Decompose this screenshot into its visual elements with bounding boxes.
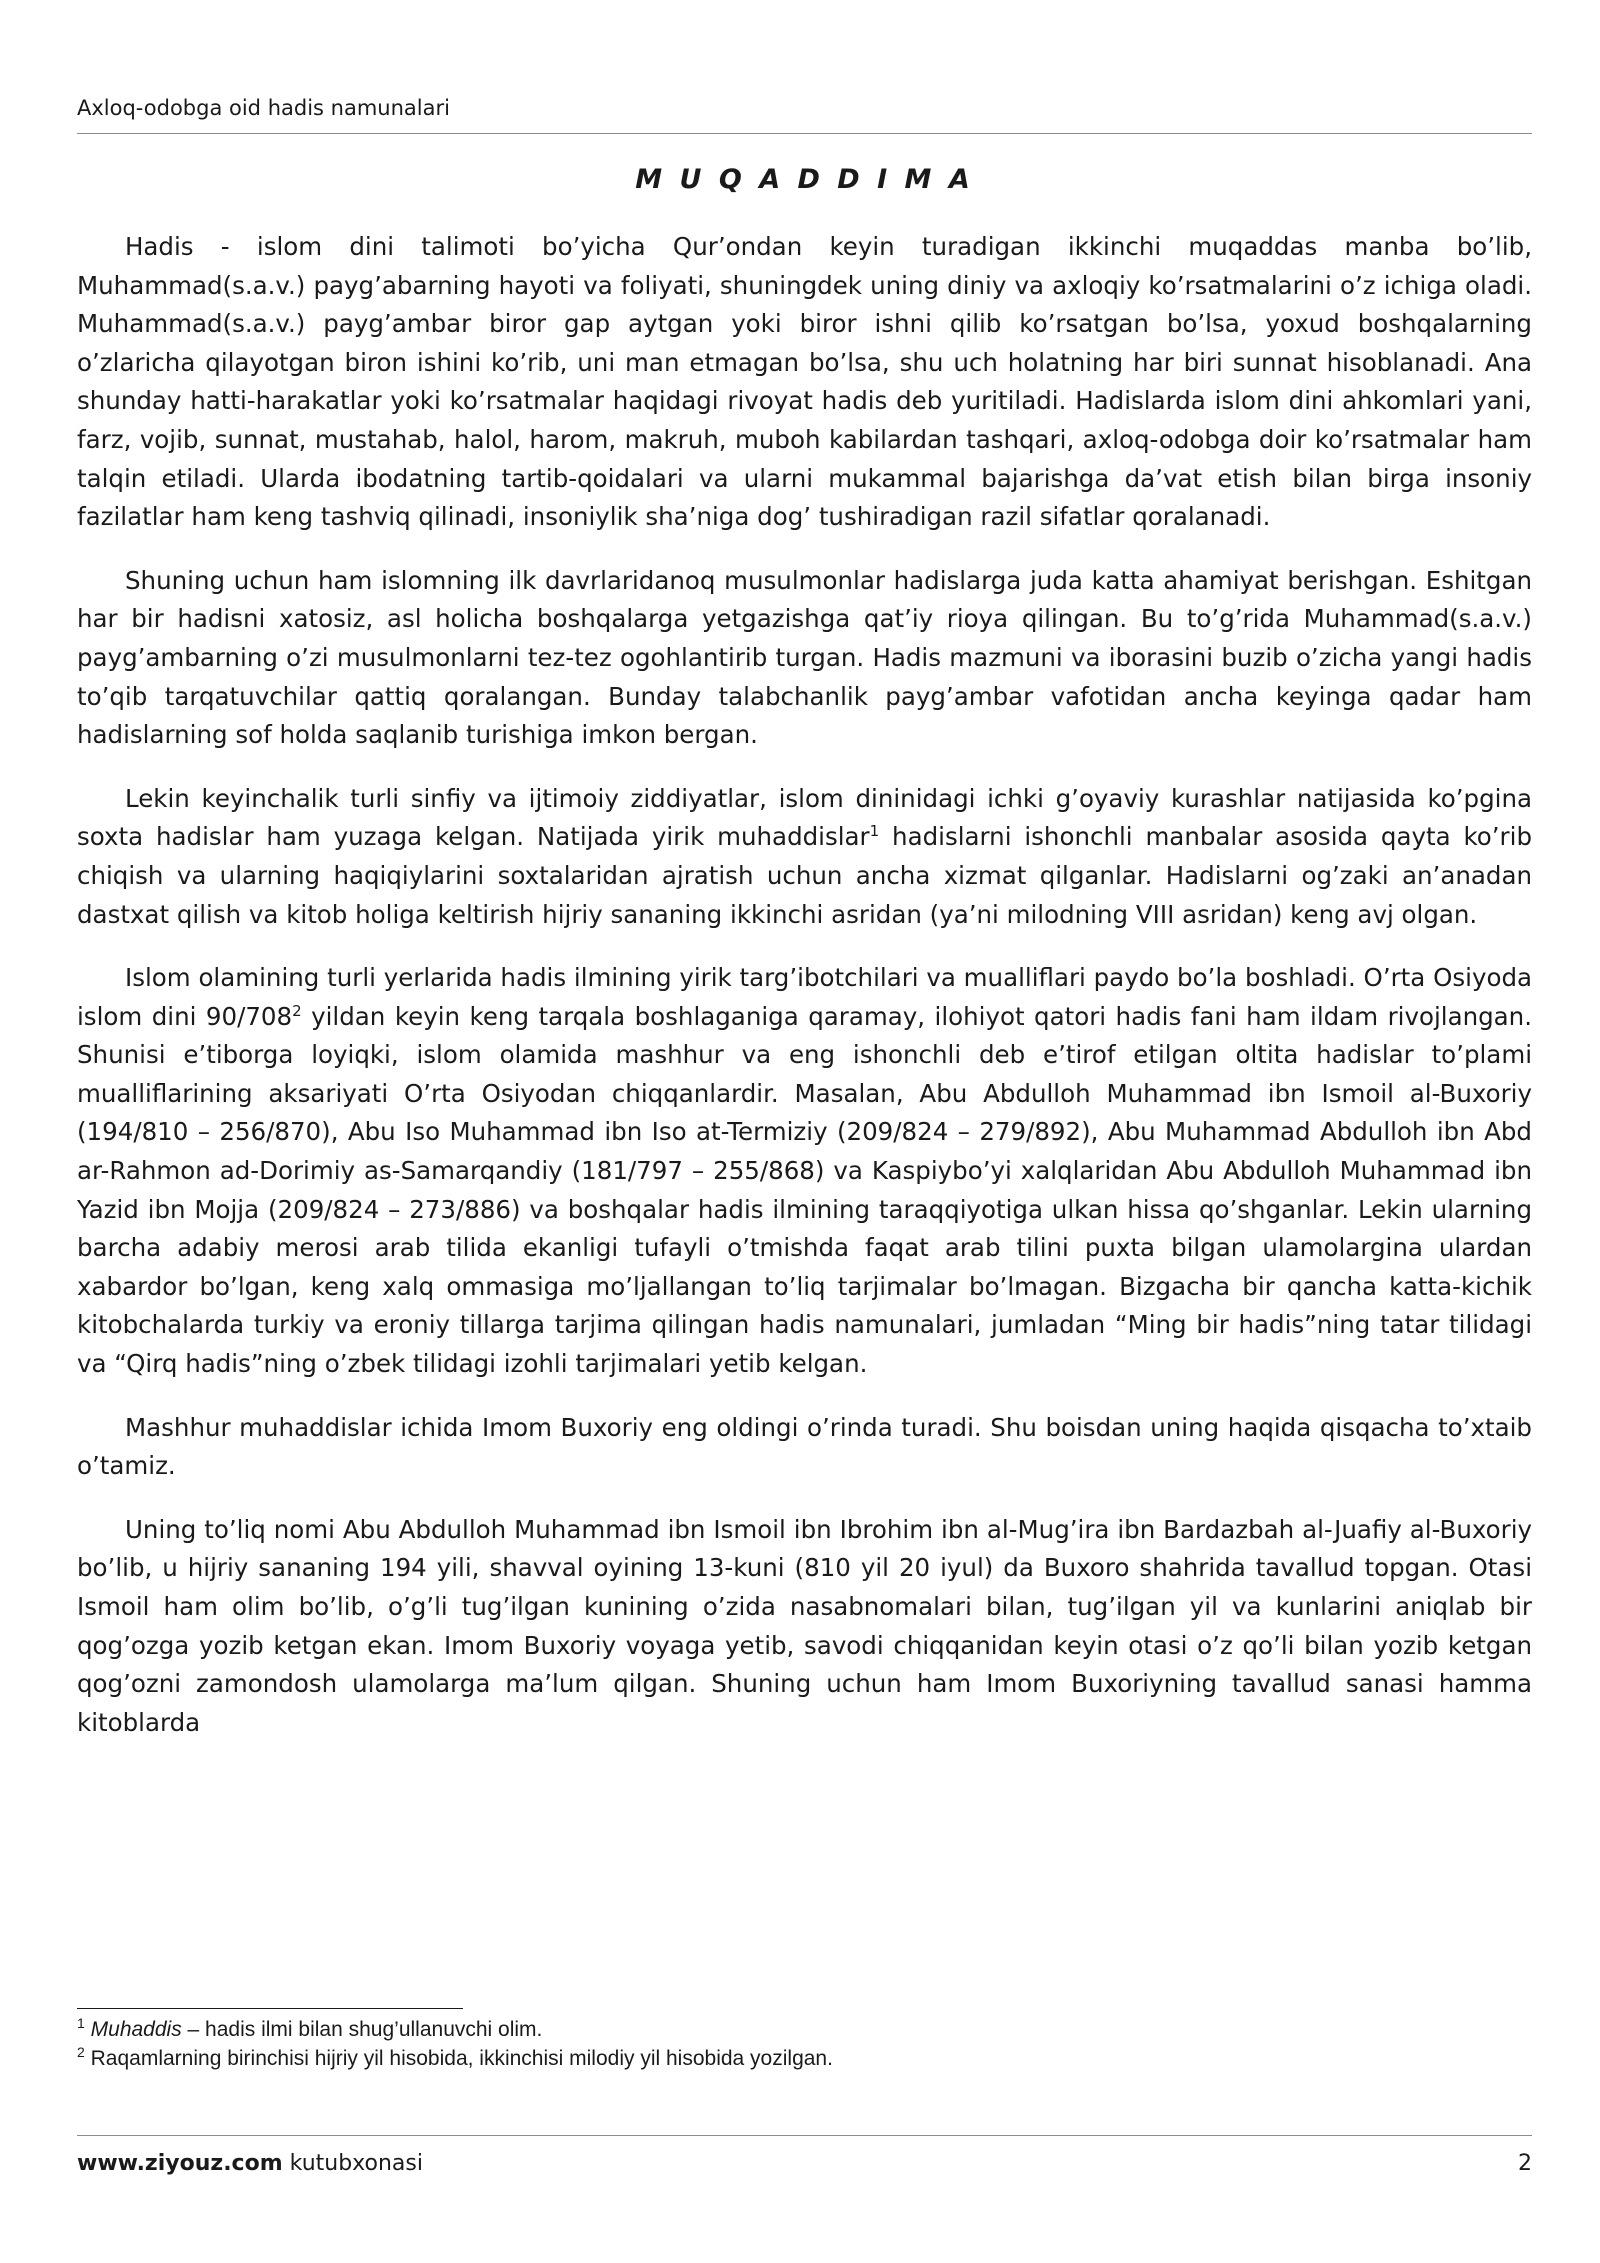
footnote-ref-2: 2 xyxy=(292,1001,302,1020)
paragraph-4-text-b: yildan keyin keng tarqala boshlaganiga qaramay, ilohiyot qatori hadis fani ham ildam rivojlangan. Shunisi e’tiborga loyiqki, islom olamida mashhur va eng ishonchli deb e’tirof etilgan oltita hadislar to’plami mualliflarining aksariyati O’rta Osiyodan chiqqanlardir. Masalan, Abu Abdulloh Muhammad ibn Ismoil al-Buxoriy (194/810 – 256/870), Abu Iso Muhammad ibn Iso at-Termiziy (209/824 – 279/892), Abu Muhammad Abdulloh ibn Abd ar-Rahmon ad-Dorimiy as-Samarqandiy (181/797 – 255/868) va Kaspiybo’yi xalqlaridan Abu Abdulloh Muhammad ibn Yazid ibn Mojja (209/824 – 273/886) va boshqalar hadis ilmining taraqqiyotiga ulkan hissa qo’shganlar. Lekin ularning barcha adabiy merosi arab tilida ekanligi tufayli o’tmishda faqat arab tilini puxta bilgan ulamolargina ulardan xabardor bo’lgan, keng xalq ommasiga mo’ljallangan to’liq tarjimalar bo’lmagan. Bizgacha bir qancha katta-kichik kitobchalarda turkiy va eroniy tillarga tarjima qilingan hadis namunalari, jumladan “Ming bir hadis”ning tatar tilidagi va “Qirq hadis”ning o’zbek tilidagi izohli tarjimalari yetib kelgan. xyxy=(77,1001,1532,1379)
paragraph-4 xyxy=(77,959,1532,1384)
paragraph-3-text-a: Lekin keyinchalik turli sinfiy va ijtimoiy ziddiyatlar, islom dininidagi ichki g’oyaviy kurashlar natijasida ko’pgina soxta hadislar ham yuzaga kelgan. Natijada yirik muhaddislar xyxy=(77,783,1532,852)
footnotes xyxy=(77,2015,1532,2073)
header-divider xyxy=(77,133,1532,134)
footer-divider xyxy=(77,2135,1532,2136)
running-header: Axloq-odobga oid hadis namunalari xyxy=(77,96,450,120)
footnote-ref-1: 1 xyxy=(869,822,880,841)
footnote-1-term: Muhaddis xyxy=(90,2018,182,2041)
section-title: M U Q A D D I M A xyxy=(635,164,974,195)
footnote-2-number: 2 xyxy=(77,2044,85,2060)
paragraph-5: Mashhur muhaddislar ichida Imom Buxoriy eng oldingi o’rinda turadi. Shu boisdan uning haqida qisqacha to’xtaib o’tamiz. xyxy=(77,1412,1532,1481)
footnote-2 xyxy=(77,2044,1532,2073)
page-number: 2 xyxy=(1518,2151,1532,2176)
paragraph-2: Shuning uchun ham islomning ilk davrlaridanoq musulmonlar hadislarga juda katta ahamiyat berishgan. Eshitgan har bir hadisni xatosiz, asl holicha boshqalarga yetgazishga qat’iy rioya qilingan. Bu to’g’rida Muhammad(s.a.v.) payg’ambarning o’zi musulmonlarni tez-tez ogohlantirib turgan. Hadis mazmuni va iborasini buzib o’zicha yangi hadis to’qib tarqatuvchilar qattiq qoralangan. Bunday talabchanlik payg’ambar vafotidan ancha keyinga qadar ham hadislarning sof holda saqlanib turishiga imkon bergan. xyxy=(77,565,1532,750)
footnote-1-number: 1 xyxy=(77,2015,85,2031)
paragraph-6: Uning to’liq nomi Abu Abdulloh Muhammad ibn Ismoil ibn Ibrohim ibn al-Mug’ira ibn Bardazbah al-Juafiy al-Buxoriy bo’lib, u hijriy sananing 194 yili, shavval oyining 13-kuni (810 yil 20 iyul) da Buxoro shahrida tavallud topgan. Otasi Ismoil ham olim bo’lib, o’g’li tug’ilgan kunining o’zida nasabnomalari bilan, tug’ilgan yil va kunlarini aniqlab bir qog’ozga yozib ketgan ekan. Imom Buxoriy voyaga yetib, savodi chiqqanidan keyin otasi o’z qo’li bilan yozib ketgan qog’ozni zamondosh ulamolarga ma’lum qilgan. Shuning uchun ham Imom Buxoriyning tavallud sanasi hamma kitoblarda xyxy=(77,1514,1532,1737)
footnote-2-text: Raqamlarning birinchisi hijriy yil hisobida, ikkinchisi milodiy yil hisobida yozilgan. xyxy=(84,2047,833,2070)
paragraph-3 xyxy=(77,780,1532,934)
paragraph-1: Hadis - islom dini talimoti bo’yicha Qur’ondan keyin turadigan ikkinchi muqaddas manba bo’lib, Muhammad(s.a.v.) payg’abarning hayoti va foliyati, shuningdek uning diniy va axloqiy ko’rsatmalarini o’z ichiga oladi. Muhammad(s.a.v.) payg’ambar biror gap aytgan yoki biror ishni qilib ko’rsatgan bo’lsa, yoxud boshqalarning o’zlaricha qilayotgan biron ishini ko’rib, uni man etmagan bo’lsa, shu uch holatning har biri sunnat hisoblanadi. Ana shunday hatti-harakatlar yoki ko’rsatmalar haqidagi rivoyat hadis deb yuritiladi. Hadislarda islom dini ahkomlari yani, farz, vojib, sunnat, mustahab, halol, harom, makruh, muboh kabilardan tashqari, axloq-odobga doir ko’rsatmalar ham talqin etiladi. Ularda ibodatning tartib-qoidalari va ularni mukammal bajarishga da’vat etish bilan birga insoniy fazilatlar ham keng tashviq qilinadi, insoniylik sha’niga dog’ tushiradigan razil sifatlar qoralanadi. xyxy=(77,232,1532,532)
footer-site-link[interactable]: www.ziyouz.com xyxy=(77,2151,283,2176)
paragraph-3-text-b: hadislarni ishonchli manbalar asosida qayta ko’rib chiqish va ularning haqiqiylarini soxtalaridan ajratish uchun ancha xizmat qilganlar. Hadislarni og’zaki an’anadan dastxat qilish va kitob holiga keltirish hijriy sananing ikkinchi asridan (ya’ni milodning VIII asridan) keng avj olgan. xyxy=(77,822,1532,929)
body-text xyxy=(77,228,1532,1742)
paragraph-4-text-a: Islom olamining turli yerlarida hadis ilmining yirik targ’ibotchilari va mualliflari paydo bo’la boshladi. O’rta Osiyoda islom dini 90/708 xyxy=(77,963,1533,1031)
footnote-1 xyxy=(77,2015,1532,2044)
footnote-separator xyxy=(77,2008,463,2009)
footer-source xyxy=(77,2151,423,2176)
footnote-1-text: – hadis ilmi bilan shug’ullanuvchi olim. xyxy=(181,2018,543,2041)
footer-label: kutubxonasi xyxy=(282,2151,423,2176)
